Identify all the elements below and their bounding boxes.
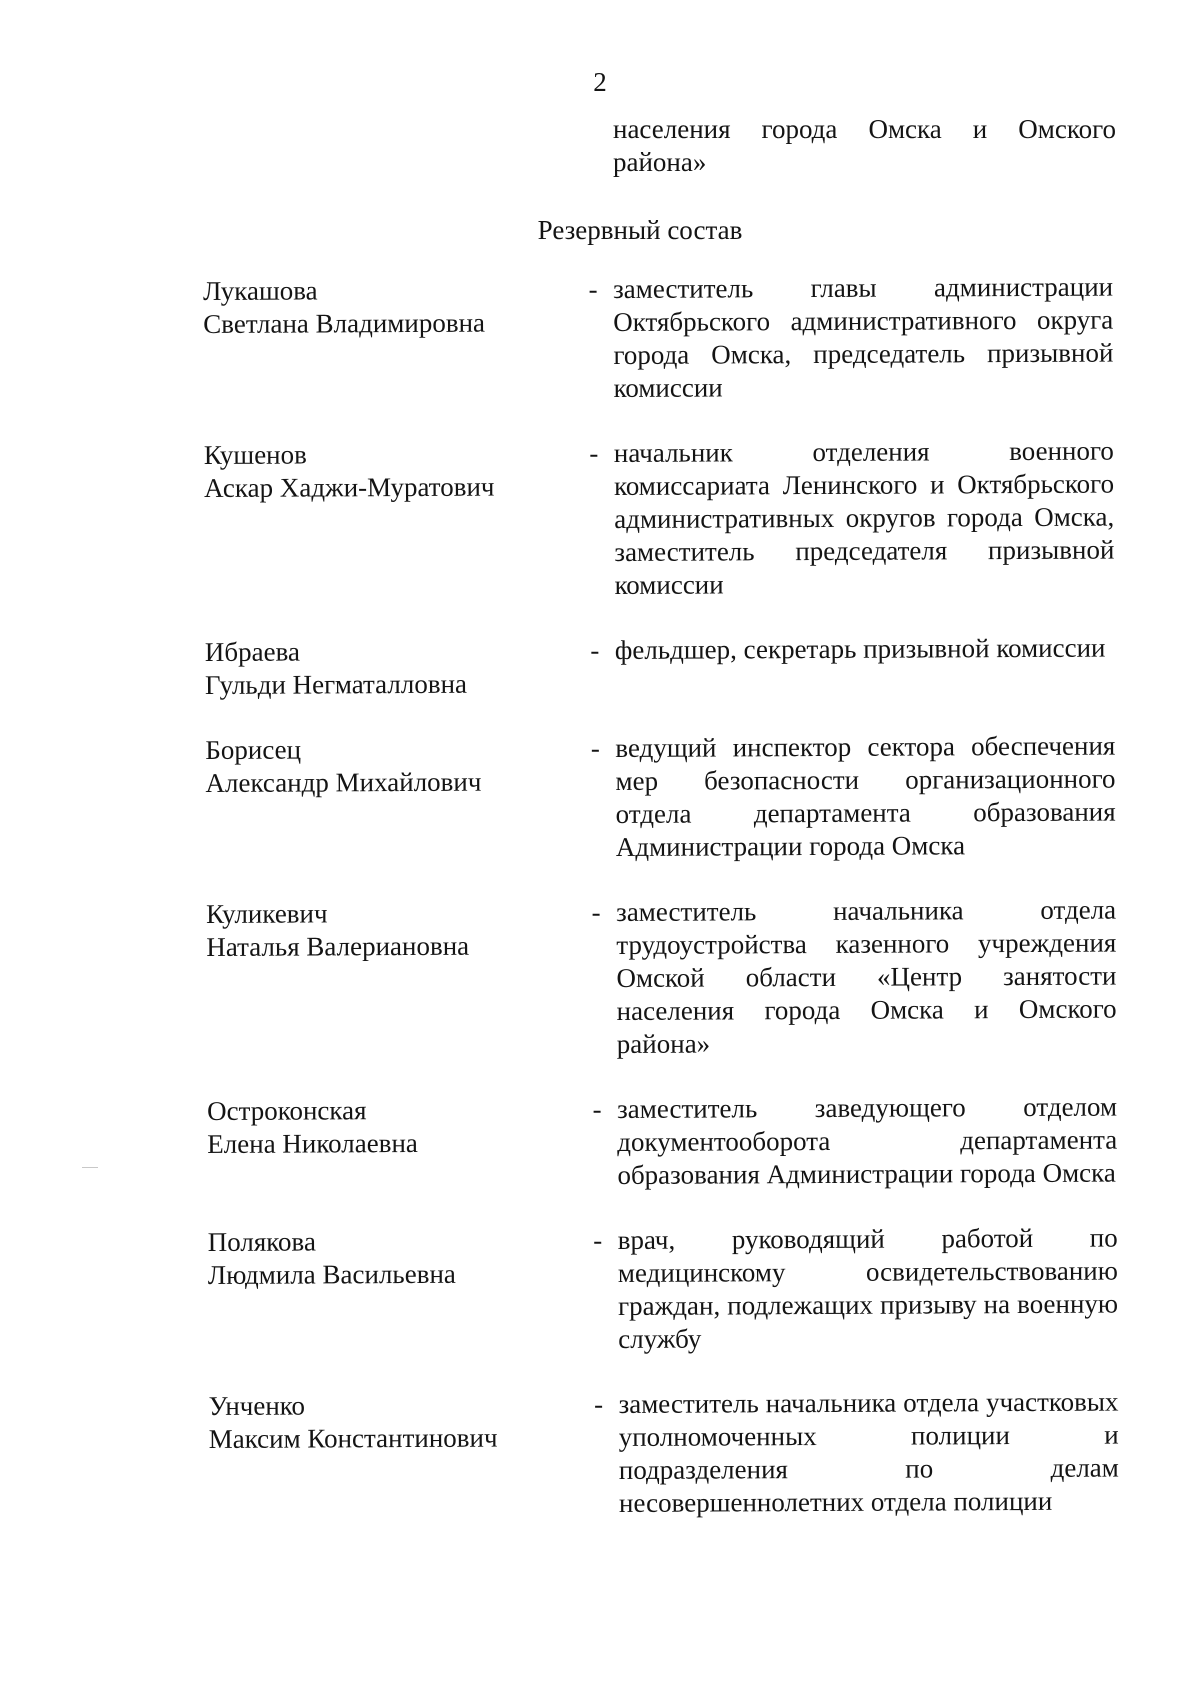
member-dash: -: [589, 438, 599, 469]
member-role: ведущий инспектор сектора обеспечения мер безопасности организационного отдела департамента образования Администрации города Омска: [615, 730, 1116, 862]
member-role: заместитель начальника отдела трудоустройства казенного учреждения Омской области «Центр занятости населения города Омска и Омского района»: [616, 894, 1117, 1059]
member-surname: Ибраева: [204, 636, 301, 667]
member-given-names: Максим Константинович: [208, 1422, 498, 1454]
member-surname: Полякова: [207, 1226, 316, 1257]
member-role: фельдшер, секретарь призывной комиссии: [614, 632, 1106, 665]
member-surname: Куликевич: [206, 898, 328, 929]
member-entry: [205, 631, 1125, 701]
member-surname: Борисец: [205, 734, 302, 765]
member-given-names: Александр Михайлович: [205, 766, 482, 798]
member-surname: Лукашова: [203, 275, 318, 306]
member-given-names: Елена Николаевна: [207, 1127, 418, 1159]
member-given-names: Людмила Васильевна: [207, 1258, 456, 1290]
member-entry: [208, 1221, 1129, 1357]
member-name: [205, 634, 575, 702]
member-surname: Остроконская: [207, 1095, 367, 1126]
member-name: [205, 732, 575, 800]
member-given-names: Наталья Валериановна: [206, 930, 470, 962]
member-dash: -: [593, 1389, 604, 1420]
member-name: [204, 437, 574, 505]
member-role: врач, руководящий работой по медицинскому освидетельствованию граждан, подлежащих призыву на военную службу: [617, 1222, 1119, 1354]
member-given-names: Светлана Владимировна: [203, 307, 486, 339]
member-entry: [203, 271, 1124, 407]
section-title: Резервный состав: [537, 215, 743, 245]
page-number: 2: [593, 67, 607, 97]
member-surname: Унченко: [208, 1390, 306, 1421]
member-entry: [204, 435, 1125, 604]
member-name: [203, 273, 573, 341]
member-role: заместитель начальника отдела участковых уполномоченных полиции и подразделения по делам несовершеннолетних отдела полиции: [618, 1386, 1119, 1518]
member-dash: -: [591, 897, 601, 928]
member-name: [206, 896, 576, 964]
member-role: заместитель заведующего отделом документооборота департамента образования Администрации города Омска: [617, 1091, 1118, 1190]
member-dash: -: [588, 274, 598, 305]
member-dash: -: [592, 1094, 602, 1125]
members-list: [203, 271, 1129, 1522]
member-name: [208, 1224, 578, 1292]
member-given-names: Гульди Негматалловна: [204, 668, 468, 700]
member-entry: [206, 893, 1127, 1062]
member-given-names: Аскар Хаджи-Муратович: [203, 471, 495, 503]
member-dash: -: [593, 1225, 603, 1256]
member-surname: Кушенов: [203, 439, 307, 470]
member-dash: -: [590, 635, 600, 666]
member-name: [208, 1388, 578, 1456]
member-name: [207, 1093, 577, 1161]
intro-continuation-text: населения города Омска и Омского района»: [613, 114, 1116, 177]
member-entry: [205, 729, 1126, 865]
member-entry: [208, 1385, 1129, 1521]
member-role: заместитель главы администрации Октябрьского административного округа города Омска, председатель призывной комиссии: [613, 271, 1114, 403]
member-dash: -: [590, 733, 600, 764]
member-role: начальник отделения военного комиссариата Ленинского и Октябрьского административных округов города Омска, заместитель председателя призывной комиссии: [613, 435, 1115, 600]
margin-mark: [82, 1167, 98, 1168]
member-entry: [207, 1090, 1127, 1193]
